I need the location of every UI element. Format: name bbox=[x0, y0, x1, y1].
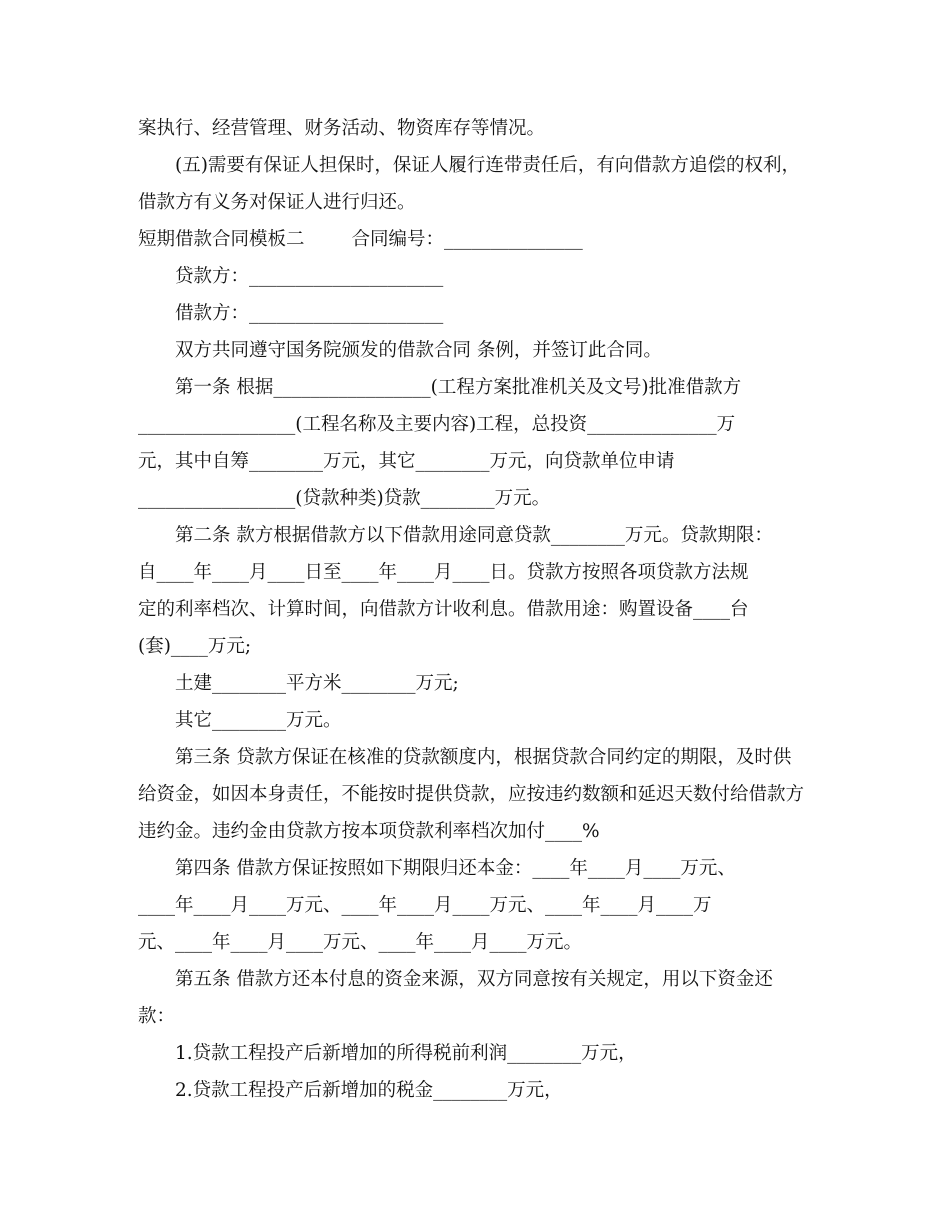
article-2: 第二条 款方根据借款方以下借款用途同意贷款________万元。贷款期限： bbox=[175, 525, 773, 546]
text-line: ____年____月____万元、____年____月____万元、____年____月____万 bbox=[138, 895, 712, 916]
article-1: 第一条 根据_________________(工程方案批准机关及文号)批准借款方 bbox=[175, 377, 742, 398]
text-line: 违约金。违约金由贷款方按本项贷款利率档次加付____% bbox=[138, 821, 600, 842]
text-line: 定的利率档次、计算时间，向借款方计收利息。借款用途：购置设备____台 bbox=[138, 599, 749, 620]
text-line: (套)____万元; bbox=[138, 636, 252, 657]
text-line: 款： bbox=[138, 1006, 176, 1027]
article-3: 第三条 贷款方保证在核准的贷款额度内，根据贷款合同约定的期限，及时供 bbox=[175, 747, 792, 768]
text-line: 其它________万元。 bbox=[175, 710, 342, 731]
text-line: _________________(贷款种类)贷款________万元。 bbox=[138, 488, 551, 509]
contract-heading: 短期借款合同模板二 合同编号：_______________ bbox=[138, 229, 583, 250]
text-line: 借款方有义务对保证人进行归还。 bbox=[138, 192, 416, 213]
text-line: 双方共同遵守国务院颁发的借款合同 条例，并签订此合同。 bbox=[175, 340, 662, 361]
text-line: 自____年____月____日至____年____月____日。贷款方按照各项贷款方法规 bbox=[138, 562, 749, 583]
article-5: 第五条 借款方还本付息的资金来源，双方同意按有关规定，用以下资金还 bbox=[175, 969, 773, 990]
article-4: 第四条 借款方保证按照如下期限归还本金：____年____月____万元、 bbox=[175, 858, 736, 879]
text-line: (五)需要有保证人担保时，保证人履行连带责任后，有向借款方追偿的权利， bbox=[175, 155, 800, 176]
text-line: 元，其中自筹________万元，其它________万元，向贷款单位申请 bbox=[138, 451, 675, 472]
list-item: 1.贷款工程投产后新增加的所得税前利润________万元， bbox=[175, 1043, 637, 1064]
lender-field: 贷款方：_____________________ bbox=[175, 266, 444, 287]
borrower-field: 借款方：_____________________ bbox=[175, 303, 444, 324]
text-line: 案执行、经营管理、财务活动、物资库存等情况。 bbox=[138, 118, 546, 139]
text-line: 给资金，如因本身责任，不能按时提供贷款，应按违约数额和延迟天数付给借款方 bbox=[138, 784, 805, 805]
text-line: _________________(工程名称及主要内容)工程，总投资______________万 bbox=[138, 414, 736, 435]
list-item: 2.贷款工程投产后新增加的税金________万元， bbox=[175, 1080, 563, 1101]
text-line: 元、____年____月____万元、____年____月____万元。 bbox=[138, 932, 583, 953]
text-line: 土建________平方米________万元; bbox=[175, 673, 459, 694]
